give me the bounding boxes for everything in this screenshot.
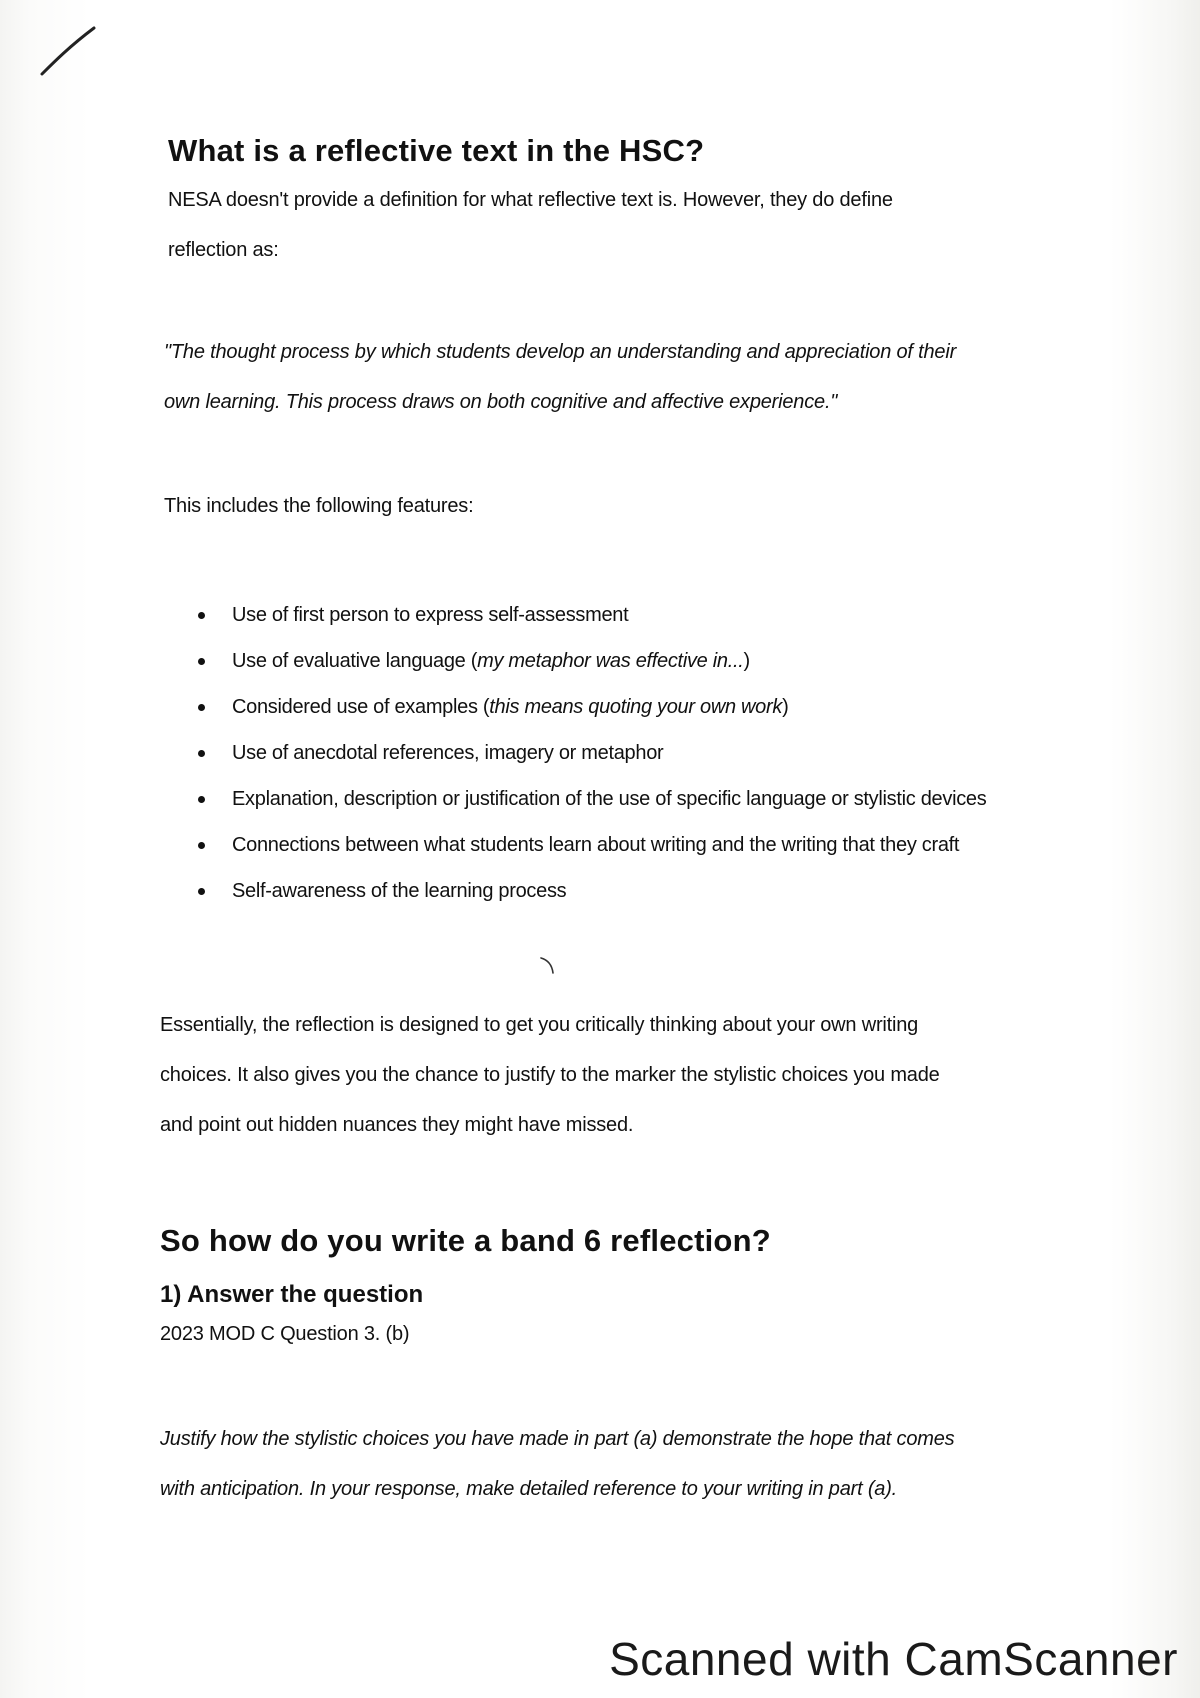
question-reference: 2023 MOD C Question 3. (b)	[160, 1323, 410, 1345]
summary-line-1: Essentially, the reflection is designed to get you critically thinking about your own writing	[160, 1014, 919, 1036]
camscanner-watermark: Scanned with CamScanner	[609, 1633, 1178, 1685]
question-line-2: with anticipation. In your response, make detailed reference to your writing in part (a).	[160, 1478, 898, 1500]
summary-line-3: and point out hidden nuances they might have missed.	[160, 1114, 634, 1136]
list-item: Explanation, description or justification of the use of specific language or stylistic devices	[198, 776, 1032, 822]
heading-reflective-text: What is a reflective text in the HSC?	[168, 133, 705, 168]
features-list	[198, 592, 1078, 914]
list-item: Considered use of examples (this means quoting your own work)	[198, 684, 1078, 730]
heading-band-6: So how do you write a band 6 reflection?	[160, 1223, 771, 1258]
features-intro: This includes the following features:	[164, 495, 474, 517]
subheading-answer-question: 1) Answer the question	[160, 1281, 424, 1308]
question-line-1: Justify how the stylistic choices you have made in part (a) demonstrate the hope that comes	[160, 1428, 955, 1450]
quote-line-1: "The thought process by which students develop an understanding and appreciation of their	[164, 341, 957, 363]
intro-line-1: NESA doesn't provide a definition for what reflective text is. However, they do define	[168, 189, 893, 211]
list-item: Use of anecdotal references, imagery or metaphor	[198, 730, 1078, 776]
stray-pen-mark	[538, 955, 558, 977]
list-item: Connections between what students learn about writing and the writing that they craft	[198, 822, 1078, 868]
intro-line-2: reflection as:	[168, 239, 279, 261]
list-item: Use of first person to express self-assessment	[198, 592, 1078, 638]
list-item: Use of evaluative language (my metaphor was effective in...)	[198, 638, 1078, 684]
list-item: Self-awareness of the learning process	[198, 868, 1078, 914]
quote-line-2: own learning. This process draws on both cognitive and affective experience."	[164, 391, 838, 413]
summary-line-2: choices. It also gives you the chance to justify to the marker the stylistic choices you made	[160, 1064, 940, 1086]
